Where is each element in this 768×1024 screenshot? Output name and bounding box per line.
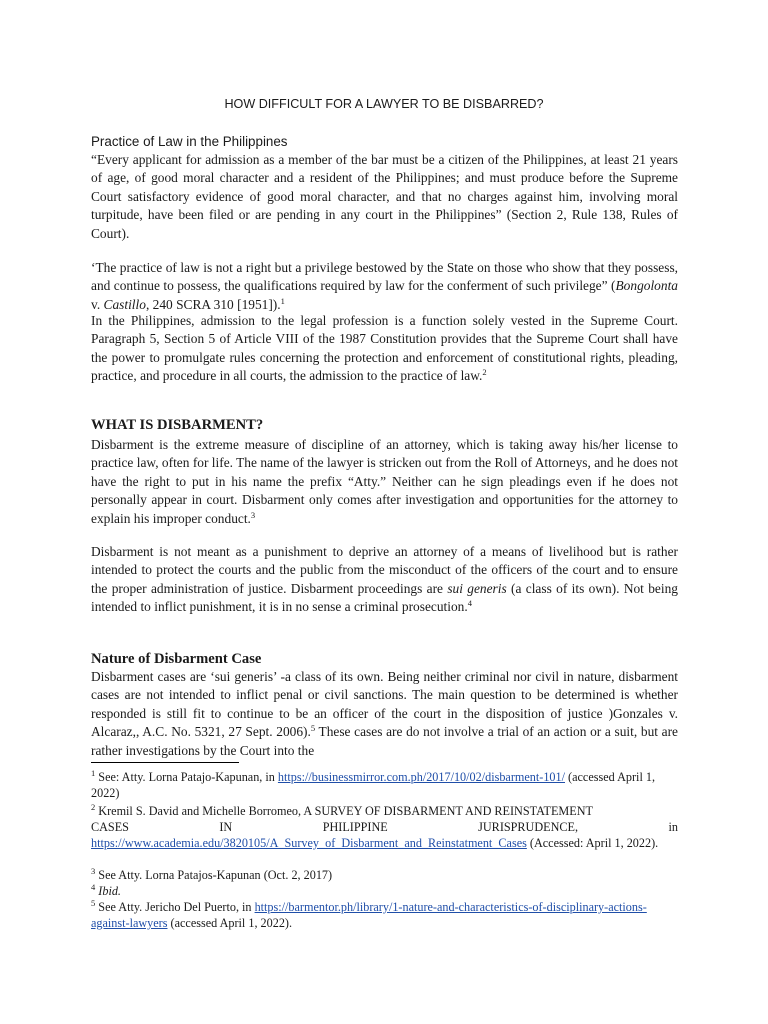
nature-heading: Nature of Disbarment Case [91, 651, 262, 667]
disbarment-text: Disbarment is the extreme measure of discipline of an attorney, which is taking away his/her license to practice law, often for life. The name of the lawyer is stricken out from the Roll of Attorneys, and he does not have the right to put in his name the prefix “Atty.” Neither can he sign pleadings even if he does not personally appear in court. Disbarment only comes after investigation and opportunities for the attorney to explain his improper conduct. [91, 437, 678, 526]
footnote-ref: 5 [310, 723, 316, 734]
footnote-word: JURISPRUDENCE, [478, 820, 579, 834]
latin-term: sui generis [447, 580, 507, 596]
disbarment-paragraph-1 [91, 436, 678, 528]
footnote-word: PHILIPPINE [322, 820, 388, 834]
footnote-number: 3 [91, 866, 96, 876]
footnote-4 [91, 883, 678, 899]
nature-paragraph-1 [91, 668, 678, 760]
footnote-number: 1 [91, 768, 96, 778]
footnote-3 [91, 867, 678, 883]
practice-heading: Practice of Law in the Philippines [91, 134, 288, 149]
footnote-1 [91, 769, 678, 801]
footnote-text: Ibid. [95, 884, 121, 898]
footnote-text: See: Atty. Lorna Patajo-Kapunan, in [95, 770, 278, 784]
practice-paragraph-1: “Every applicant for admission as a member of the bar must be a citizen of the Philippines, at least 21 years of age, of good moral character and a resident of the Philippines; and must produce before the Supreme Court satisfactory evidence of good moral character, and that no charges against him, involving moral turpitude, have been filed or are pending in any court in the Philippines” (Section 2, Rule 138, Rules of Court). [91, 152, 678, 241]
p2-text: ‘The practice of law is not a right but a privilege bestowed by the State on those who show that they possess, and continue to possess, the qualifications required by law for the conferment of such privilege” ( [91, 260, 678, 294]
footnote-number: 4 [91, 882, 96, 892]
footnote-ref: 2 [482, 367, 487, 378]
footnote-text: (accessed April 1, 2022). [167, 916, 293, 930]
footnote-separator [91, 762, 239, 763]
practice-paragraph-2 [91, 259, 678, 314]
footnote-2-line-1 [91, 803, 678, 819]
footnote-ref: 3 [250, 509, 256, 520]
footnote-link[interactable]: https://www.academia.edu/3820105/A_Survey_of_Disbarment_and_Reinstatment_Cases [91, 836, 527, 850]
footnote-ref: 4 [467, 598, 472, 609]
citation: , 240 SCRA 310 [1951]). [145, 296, 281, 312]
p3-text: In the Philippines, admission to the legal profession is a function solely vested in the Supreme Court. Paragraph 5, Section 5 of Article VIII of the 1987 Constitution provides that the Supreme Court shall have the power to promulgate rules concerning the protection and enforcement of constitutional rights, pleading, practice, and procedure in all courts, the admission to the practice of law. [91, 313, 678, 384]
practice-paragraph-3 [91, 312, 678, 386]
footnote-ref: 1 [280, 295, 285, 306]
disbarment-text: Disbarment is not meant as a punishment to deprive an attorney of a means of livelihood but is rather intended to protect the courts and the public from the misconduct of the officers of the court and to ensure the proper administration of justice. Disbarment proceedings are [91, 544, 678, 596]
footnote-number: 2 [91, 802, 96, 812]
footnote-2-line-2 [91, 819, 678, 835]
footnote-link[interactable]: https://barmentor.ph/library/1-nature-and-characteristics-of-disciplinary-actions-against-lawyers [91, 900, 647, 930]
footnote-word: CASES [91, 820, 129, 834]
case-name: Castillo [103, 296, 146, 312]
disbarment-paragraph-2 [91, 543, 678, 617]
footnote-word: in [668, 820, 678, 834]
footnote-text: See Atty. Jericho Del Puerto, in [95, 900, 255, 914]
footnote-2-line-3 [91, 835, 678, 851]
nature-text: Disbarment cases are ‘sui generis’ -a class of its own. Being neither criminal nor civil in nature, disbarment cases are not intended to inflict penal or civil sanctions. The main question to be determined is whether responded is still fit to continue to be an officer of the court in the disposition of justice )Gonzales v. Alcaraz,, A.C. No. 5321, 27 Sept. 2006). [91, 669, 678, 740]
footnote-link[interactable]: https://businessmirror.com.ph/2017/10/02/disbarment-101/ [277, 770, 565, 784]
footnote-word: IN [219, 820, 233, 834]
footnote-2 [91, 803, 678, 851]
versus: v. [91, 296, 104, 312]
footnote-text: (accessed April 1, 2022) [91, 770, 656, 800]
footnote-text: Kremil S. David and Michelle Borromeo, A SURVEY OF DISBARMENT AND REINSTATEMENT [95, 804, 593, 818]
footnote-text: See Atty. Lorna Patajos-Kapunan (Oct. 2, 2017) [95, 868, 333, 882]
case-name: Bongolonta [615, 278, 678, 294]
disbarment-heading: WHAT IS DISBARMENT? [91, 417, 264, 433]
footnote-text: (Accessed: April 1, 2022). [526, 836, 659, 850]
footnote-5 [91, 899, 678, 931]
footnote-number: 5 [91, 898, 96, 908]
nature-text: These cases are do not involve a trial of an action or a suit, but are rather investigations by the Court into the [91, 724, 678, 758]
document-title: HOW DIFFICULT FOR A LAWYER TO BE DISBARRED? [224, 97, 544, 111]
disbarment-text: (a class of its own). Not being intended to inflict punishment, it is in no sense a criminal prosecution. [91, 580, 678, 615]
